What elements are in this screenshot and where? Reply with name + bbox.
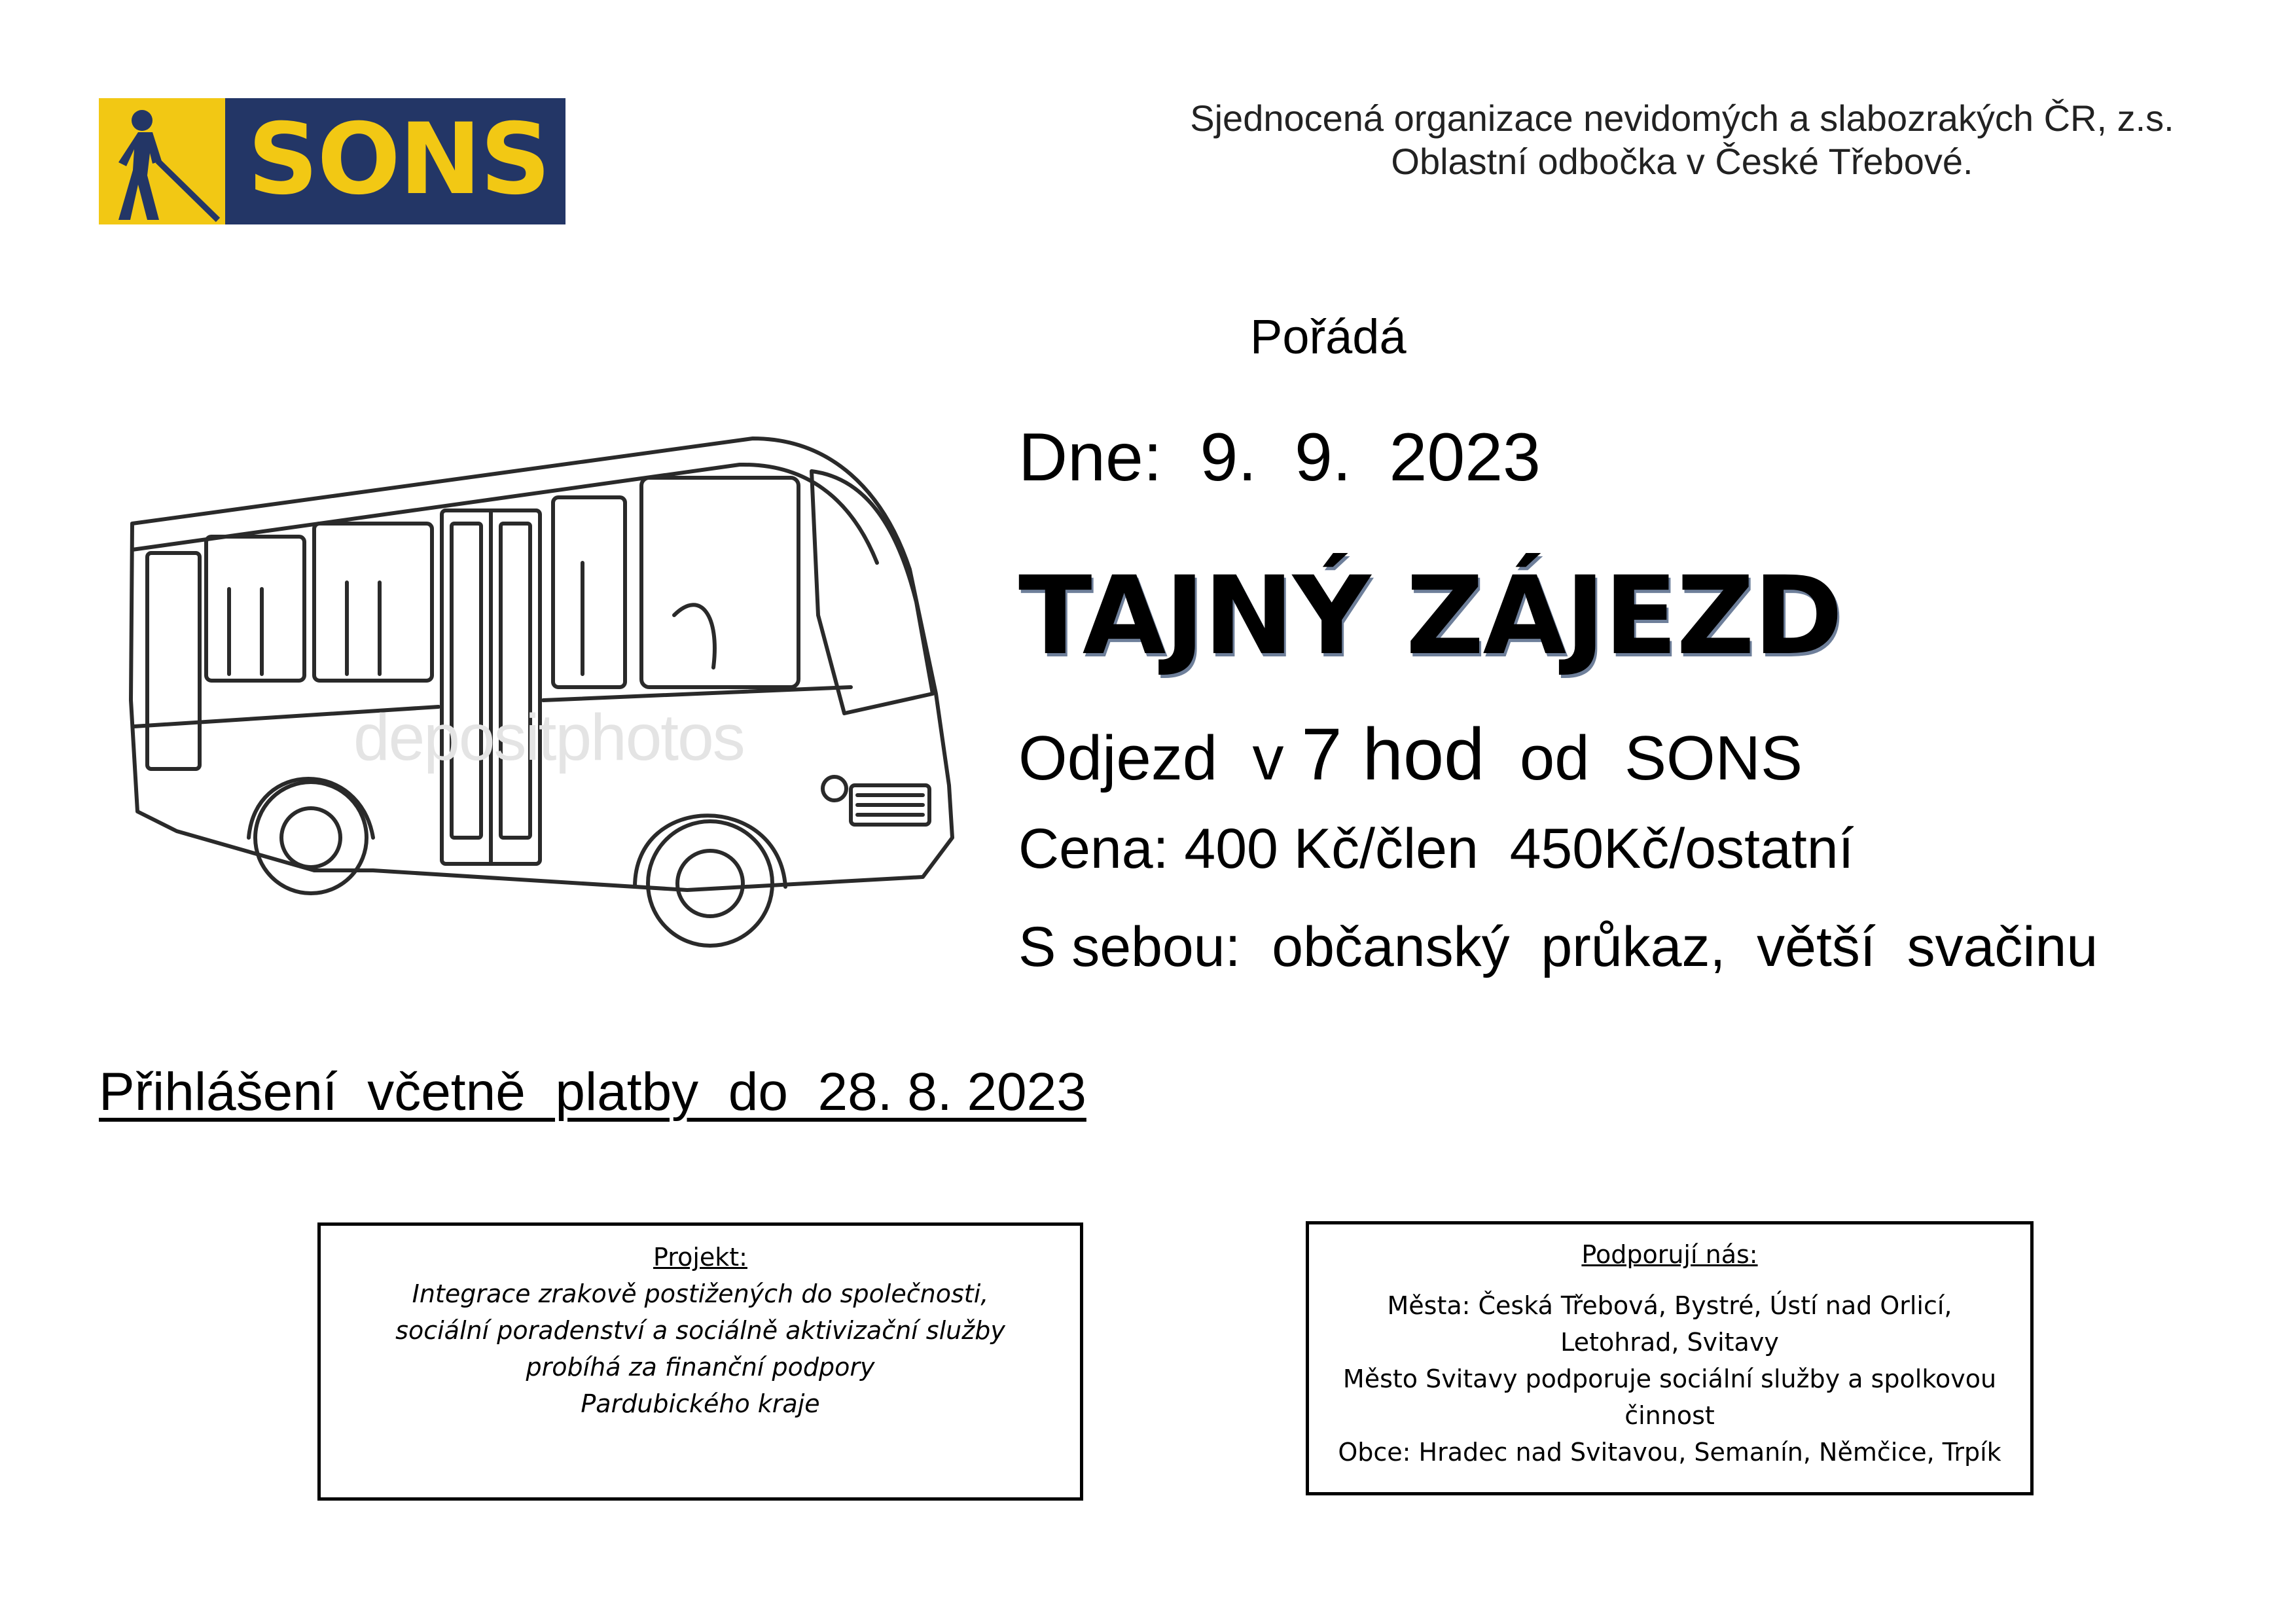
departure-info: [1018, 712, 1803, 796]
project-line: Pardubického kraje: [581, 1389, 820, 1418]
sons-logo: [99, 98, 565, 224]
project-line: Integrace zrakově postižených do společnosti,: [412, 1279, 989, 1308]
project-box: [317, 1222, 1083, 1501]
supporters-line: Město Svitavy podporuje sociální služby a spolkovou: [1342, 1364, 1997, 1393]
supporters-heading: Podporují nás:: [1581, 1240, 1758, 1269]
event-title: TAJNÝ ZÁJEZD: [1018, 553, 1842, 679]
project-heading: Projekt:: [653, 1243, 747, 1272]
supporters-line: Letohrad, Svitavy: [1560, 1328, 1779, 1357]
organization-header: [1152, 97, 2212, 183]
organizes-label: Pořádá: [1250, 310, 1407, 364]
bring-along-info: S sebou: občanský průkaz, větší svačinu: [1018, 916, 2098, 978]
logo-text: SONS: [247, 102, 550, 217]
event-date: Dne: 9. 9. 2023: [1018, 419, 1541, 495]
bus-illustration: [98, 419, 975, 949]
organization-branch: Oblastní odbočka v České Třebové.: [1391, 141, 1973, 182]
supporters-line: Obce: Hradec nad Svitavou, Semanín, Němčice, Trpík: [1338, 1438, 2001, 1467]
watermark: depositphotos: [353, 701, 744, 774]
departure-place: od SONS: [1484, 723, 1803, 793]
departure-time: 7 hod: [1301, 713, 1485, 795]
departure-prefix: Odjezd v: [1018, 723, 1302, 793]
walking-person-icon: [99, 98, 225, 224]
price-info: Cena: 400 Kč/člen 450Kč/ostatní: [1018, 817, 1854, 880]
registration-deadline: Přihlášení včetně platby do 28. 8. 2023: [99, 1062, 1086, 1122]
organization-name: Sjednocená organizace nevidomých a slabozrakých ČR, z.s.: [1190, 98, 2174, 139]
supporters-line: činnost: [1624, 1401, 1715, 1430]
supporters-line: Města: Česká Třebová, Bystré, Ústí nad Orlicí,: [1387, 1291, 1952, 1320]
project-line: sociální poradenství a sociálně aktivizační služby: [395, 1316, 1005, 1345]
project-line: probíhá za finanční podpory: [526, 1353, 875, 1382]
supporters-box: [1306, 1221, 2034, 1495]
